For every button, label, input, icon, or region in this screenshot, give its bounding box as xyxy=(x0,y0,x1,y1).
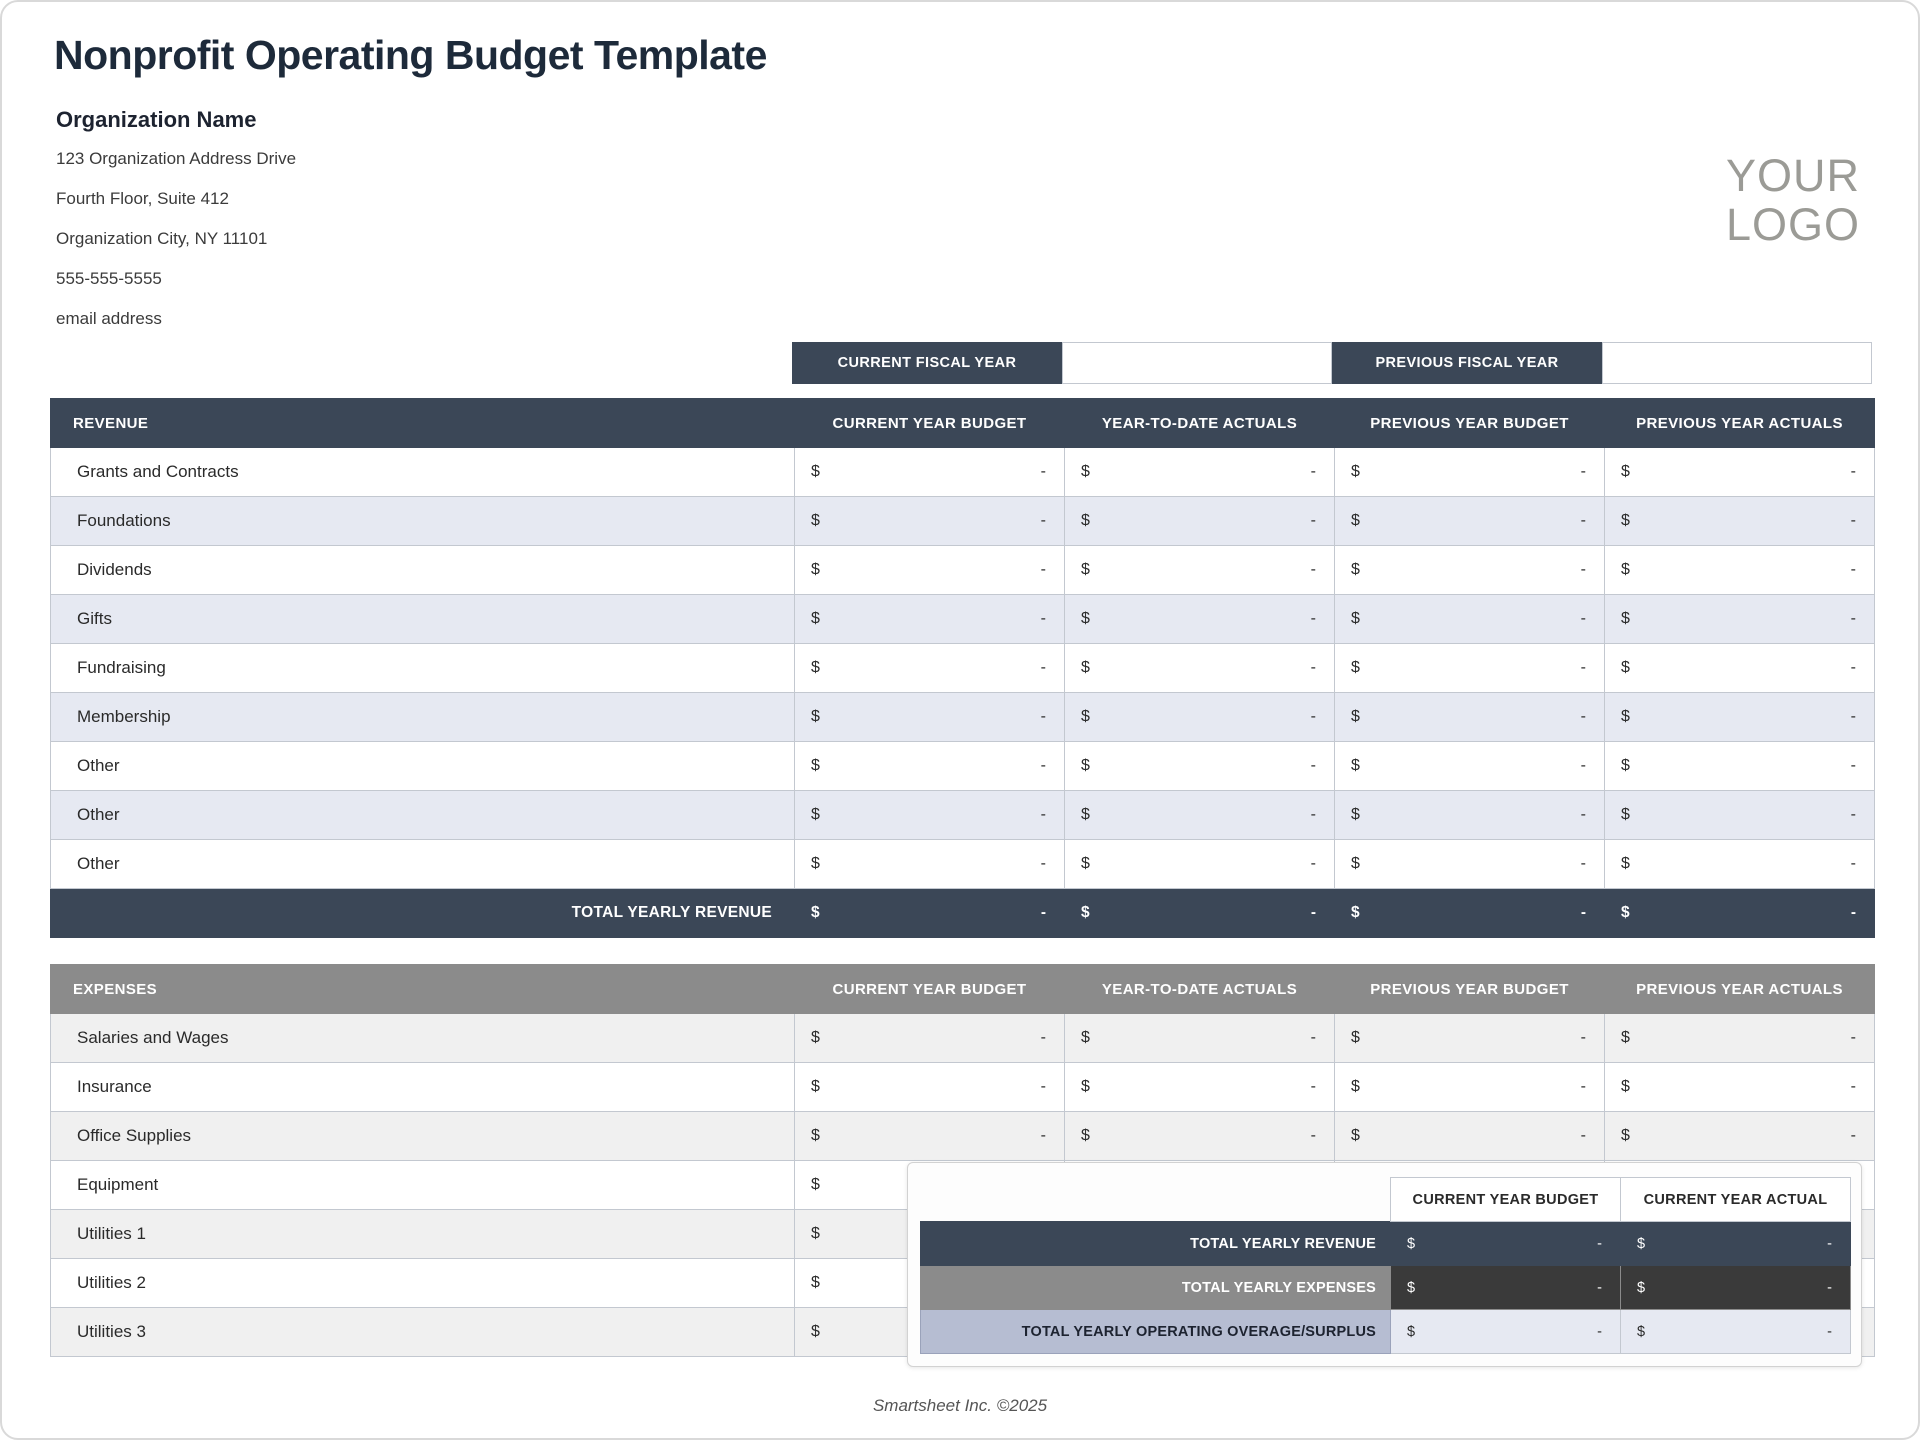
cell-value: - xyxy=(1827,1279,1832,1296)
cell-value: - xyxy=(1580,463,1586,480)
revenue-cell-current-budget[interactable] xyxy=(795,448,1065,497)
revenue-row-label[interactable]: Other xyxy=(51,840,795,889)
cell-value: - xyxy=(1580,1078,1586,1095)
cell-value: - xyxy=(1040,512,1046,529)
revenue-cell-ytd-actuals[interactable] xyxy=(1065,497,1335,546)
column-current-year-budget: CURRENT YEAR BUDGET xyxy=(795,965,1065,1014)
revenue-table xyxy=(50,398,1875,938)
cell-value: - xyxy=(1040,610,1046,627)
currency-symbol: $ xyxy=(811,1176,820,1193)
revenue-cell-current-budget[interactable] xyxy=(795,693,1065,742)
revenue-cell-prev-budget[interactable] xyxy=(1335,497,1605,546)
cell-value: - xyxy=(1597,1235,1602,1252)
revenue-cell-current-budget[interactable] xyxy=(795,742,1065,791)
cell-value: - xyxy=(1850,708,1856,725)
column-previous-year-actuals: PREVIOUS YEAR ACTUALS xyxy=(1605,399,1875,448)
currency-symbol: $ xyxy=(1351,904,1360,921)
currency-symbol: $ xyxy=(1621,463,1630,480)
summary-label-total-revenue: TOTAL YEARLY REVENUE xyxy=(921,1222,1391,1266)
revenue-cell-ytd-actuals[interactable] xyxy=(1065,791,1335,840)
organization-phone[interactable]: 555-555-5555 xyxy=(56,269,162,288)
revenue-row-label[interactable]: Fundraising xyxy=(51,644,795,693)
table-row xyxy=(51,448,1875,497)
cell-value: - xyxy=(1310,610,1316,627)
currency-symbol: $ xyxy=(1621,708,1630,725)
summary-total-revenue-actual xyxy=(1621,1222,1851,1266)
revenue-row-label[interactable]: Gifts xyxy=(51,595,795,644)
summary-table xyxy=(920,1177,1851,1354)
revenue-cell-prev-budget[interactable] xyxy=(1335,448,1605,497)
expense-cell-ytd-actuals[interactable] xyxy=(1065,1112,1335,1161)
currency-symbol: $ xyxy=(1351,806,1360,823)
currency-symbol: $ xyxy=(1621,512,1630,529)
revenue-cell-prev-actuals[interactable] xyxy=(1605,791,1875,840)
currency-symbol: $ xyxy=(1351,610,1360,627)
summary-total-expenses-actual xyxy=(1621,1266,1851,1310)
expense-cell-ytd-actuals[interactable] xyxy=(1065,1063,1335,1112)
organization-block xyxy=(56,107,1870,329)
cell-value: - xyxy=(1597,1323,1602,1340)
summary-label-total-expenses: TOTAL YEARLY EXPENSES xyxy=(921,1266,1391,1310)
revenue-header: REVENUE xyxy=(51,399,795,448)
currency-symbol: $ xyxy=(1081,904,1090,921)
currency-symbol: $ xyxy=(811,1078,820,1095)
cell-value: - xyxy=(1310,1127,1316,1144)
total-yearly-revenue-label: TOTAL YEARLY REVENUE xyxy=(51,889,795,938)
expense-cell-ytd-actuals[interactable] xyxy=(1065,1014,1335,1063)
cell-value: - xyxy=(1580,1029,1586,1046)
table-row xyxy=(51,791,1875,840)
table-row xyxy=(51,497,1875,546)
currency-symbol: $ xyxy=(1351,561,1360,578)
cell-value: - xyxy=(1040,708,1046,725)
currency-symbol: $ xyxy=(811,757,820,774)
column-previous-year-actuals: PREVIOUS YEAR ACTUALS xyxy=(1605,965,1875,1014)
expense-cell-prev-actuals[interactable] xyxy=(1605,1063,1875,1112)
revenue-cell-prev-budget[interactable] xyxy=(1335,791,1605,840)
cell-value: - xyxy=(1850,1078,1856,1095)
expense-row-label[interactable]: Office Supplies xyxy=(51,1112,795,1161)
currency-symbol: $ xyxy=(811,1274,820,1291)
revenue-cell-prev-actuals[interactable] xyxy=(1605,497,1875,546)
total-revenue-current-budget xyxy=(795,889,1065,938)
cell-value: - xyxy=(1850,757,1856,774)
revenue-cell-prev-actuals[interactable] xyxy=(1605,546,1875,595)
revenue-cell-ytd-actuals[interactable] xyxy=(1065,595,1335,644)
currency-symbol: $ xyxy=(811,1127,820,1144)
cell-value: - xyxy=(1310,806,1316,823)
currency-symbol: $ xyxy=(1621,659,1630,676)
revenue-cell-prev-actuals[interactable] xyxy=(1605,742,1875,791)
summary-overage-surplus-actual xyxy=(1621,1310,1851,1354)
expenses-header-row xyxy=(51,965,1875,1014)
summary-row-overage-surplus xyxy=(921,1310,1851,1354)
cell-value: - xyxy=(1580,757,1586,774)
logo-placeholder xyxy=(1726,152,1860,249)
currency-symbol: $ xyxy=(811,855,820,872)
summary-blank-header xyxy=(921,1178,1391,1222)
currency-symbol: $ xyxy=(1351,708,1360,725)
currency-symbol: $ xyxy=(811,708,820,725)
fiscal-year-strip xyxy=(792,342,1872,384)
currency-symbol: $ xyxy=(1081,757,1090,774)
revenue-cell-current-budget[interactable] xyxy=(795,595,1065,644)
revenue-cell-current-budget[interactable] xyxy=(795,791,1065,840)
cell-value: - xyxy=(1580,659,1586,676)
table-row xyxy=(51,1014,1875,1063)
expense-row-label[interactable]: Utilities 1 xyxy=(51,1210,795,1259)
currency-symbol: $ xyxy=(1621,1127,1630,1144)
cell-value: - xyxy=(1040,904,1046,921)
currency-symbol: $ xyxy=(1351,757,1360,774)
total-revenue-ytd-actuals xyxy=(1065,889,1335,938)
cell-value: - xyxy=(1310,512,1316,529)
expense-row-label[interactable]: Insurance xyxy=(51,1063,795,1112)
table-row xyxy=(51,693,1875,742)
cell-value: - xyxy=(1827,1323,1832,1340)
revenue-cell-ytd-actuals[interactable] xyxy=(1065,742,1335,791)
total-yearly-revenue-row xyxy=(51,889,1875,938)
currency-symbol: $ xyxy=(1081,512,1090,529)
currency-symbol: $ xyxy=(1637,1235,1646,1252)
cell-value: - xyxy=(1580,512,1586,529)
currency-symbol: $ xyxy=(1081,463,1090,480)
cell-value: - xyxy=(1850,1127,1856,1144)
summary-overage-surplus-budget xyxy=(1391,1310,1621,1354)
revenue-row-label[interactable]: Foundations xyxy=(51,497,795,546)
cell-value: - xyxy=(1580,1127,1586,1144)
cell-value: - xyxy=(1310,708,1316,725)
cell-value: - xyxy=(1310,904,1316,921)
revenue-cell-prev-budget[interactable] xyxy=(1335,742,1605,791)
cell-value: - xyxy=(1310,463,1316,480)
cell-value: - xyxy=(1310,757,1316,774)
revenue-cell-ytd-actuals[interactable] xyxy=(1065,644,1335,693)
organization-address-line1[interactable]: 123 Organization Address Drive xyxy=(56,149,297,168)
revenue-cell-current-budget[interactable] xyxy=(795,497,1065,546)
cell-value: - xyxy=(1580,610,1586,627)
expense-row-label[interactable]: Salaries and Wages xyxy=(51,1014,795,1063)
currency-symbol: $ xyxy=(811,806,820,823)
summary-header-row xyxy=(921,1178,1851,1222)
revenue-row-label[interactable]: Other xyxy=(51,742,795,791)
currency-symbol: $ xyxy=(1081,659,1090,676)
revenue-cell-prev-budget[interactable] xyxy=(1335,840,1605,889)
currency-symbol: $ xyxy=(1621,1029,1630,1046)
currency-symbol: $ xyxy=(811,512,820,529)
expenses-header: EXPENSES xyxy=(51,965,795,1014)
currency-symbol: $ xyxy=(1621,757,1630,774)
summary-panel xyxy=(907,1162,1862,1367)
currency-symbol: $ xyxy=(1351,659,1360,676)
current-fiscal-year-input[interactable] xyxy=(1062,342,1332,384)
total-revenue-prev-actuals xyxy=(1605,889,1875,938)
table-row xyxy=(51,595,1875,644)
currency-symbol: $ xyxy=(1081,561,1090,578)
cell-value: - xyxy=(1580,904,1586,921)
column-previous-year-budget: PREVIOUS YEAR BUDGET xyxy=(1335,399,1605,448)
currency-symbol: $ xyxy=(1621,806,1630,823)
revenue-cell-prev-budget[interactable] xyxy=(1335,693,1605,742)
table-row xyxy=(51,742,1875,791)
cell-value: - xyxy=(1310,1029,1316,1046)
summary-total-revenue-budget xyxy=(1391,1222,1621,1266)
revenue-header-row xyxy=(51,399,1875,448)
total-revenue-prev-budget xyxy=(1335,889,1605,938)
cell-value: - xyxy=(1580,806,1586,823)
revenue-cell-current-budget[interactable] xyxy=(795,840,1065,889)
currency-symbol: $ xyxy=(1407,1279,1416,1296)
table-row xyxy=(51,644,1875,693)
cell-value: - xyxy=(1310,561,1316,578)
currency-symbol: $ xyxy=(1637,1323,1646,1340)
cell-value: - xyxy=(1310,659,1316,676)
currency-symbol: $ xyxy=(1081,1029,1090,1046)
currency-symbol: $ xyxy=(1621,904,1630,921)
revenue-row-label[interactable]: Other xyxy=(51,791,795,840)
table-row xyxy=(51,1063,1875,1112)
cell-value: - xyxy=(1040,463,1046,480)
currency-symbol: $ xyxy=(1407,1323,1416,1340)
cell-value: - xyxy=(1850,806,1856,823)
cell-value: - xyxy=(1850,1029,1856,1046)
currency-symbol: $ xyxy=(811,1029,820,1046)
currency-symbol: $ xyxy=(1621,561,1630,578)
column-ytd-actuals: YEAR-TO-DATE ACTUALS xyxy=(1065,965,1335,1014)
page-title: Nonprofit Operating Budget Template xyxy=(54,32,767,78)
cell-value: - xyxy=(1850,512,1856,529)
expense-cell-prev-actuals[interactable] xyxy=(1605,1112,1875,1161)
cell-value: - xyxy=(1040,806,1046,823)
expense-row-label[interactable]: Equipment xyxy=(51,1161,795,1210)
currency-symbol: $ xyxy=(1407,1235,1416,1252)
revenue-cell-prev-budget[interactable] xyxy=(1335,644,1605,693)
revenue-cell-ytd-actuals[interactable] xyxy=(1065,840,1335,889)
section-divider xyxy=(50,938,1875,964)
summary-label-overage-surplus: TOTAL YEARLY OPERATING OVERAGE/SURPLUS xyxy=(921,1310,1391,1354)
revenue-cell-prev-budget[interactable] xyxy=(1335,546,1605,595)
expense-cell-prev-budget[interactable] xyxy=(1335,1112,1605,1161)
summary-row-total-expenses xyxy=(921,1266,1851,1310)
cell-value: - xyxy=(1040,1078,1046,1095)
currency-symbol: $ xyxy=(1081,1127,1090,1144)
revenue-cell-prev-actuals[interactable] xyxy=(1605,840,1875,889)
revenue-cell-prev-actuals[interactable] xyxy=(1605,693,1875,742)
currency-symbol: $ xyxy=(1621,610,1630,627)
cell-value: - xyxy=(1597,1279,1602,1296)
expense-cell-prev-budget[interactable] xyxy=(1335,1014,1605,1063)
cell-value: - xyxy=(1040,1029,1046,1046)
previous-fiscal-year-label: PREVIOUS FISCAL YEAR xyxy=(1332,342,1602,384)
table-row xyxy=(51,1112,1875,1161)
revenue-cell-prev-actuals[interactable] xyxy=(1605,595,1875,644)
currency-symbol: $ xyxy=(1351,1078,1360,1095)
cell-value: - xyxy=(1827,1235,1832,1252)
revenue-cell-prev-actuals[interactable] xyxy=(1605,448,1875,497)
cell-value: - xyxy=(1850,561,1856,578)
currency-symbol: $ xyxy=(1081,855,1090,872)
logo-line1: YOUR xyxy=(1725,150,1860,201)
cell-value: - xyxy=(1850,610,1856,627)
column-previous-year-budget: PREVIOUS YEAR BUDGET xyxy=(1335,965,1605,1014)
cell-value: - xyxy=(1040,561,1046,578)
cell-value: - xyxy=(1310,855,1316,872)
column-ytd-actuals: YEAR-TO-DATE ACTUALS xyxy=(1065,399,1335,448)
footer-text: Smartsheet Inc. ©2025 xyxy=(872,1396,1048,1415)
currency-symbol: $ xyxy=(1081,708,1090,725)
revenue-cell-prev-budget[interactable] xyxy=(1335,595,1605,644)
currency-symbol: $ xyxy=(1351,1029,1360,1046)
currency-symbol: $ xyxy=(1637,1279,1646,1296)
expense-cell-current-budget[interactable] xyxy=(795,1112,1065,1161)
expense-row-label[interactable]: Utilities 3 xyxy=(51,1308,795,1357)
currency-symbol: $ xyxy=(1351,512,1360,529)
table-row xyxy=(51,546,1875,595)
currency-symbol: $ xyxy=(811,1323,820,1340)
revenue-cell-current-budget[interactable] xyxy=(795,644,1065,693)
revenue-row-label[interactable]: Grants and Contracts xyxy=(51,448,795,497)
expense-row-label[interactable]: Utilities 2 xyxy=(51,1259,795,1308)
summary-total-expenses-budget xyxy=(1391,1266,1621,1310)
column-current-year-budget: CURRENT YEAR BUDGET xyxy=(795,399,1065,448)
currency-symbol: $ xyxy=(1351,463,1360,480)
currency-symbol: $ xyxy=(1621,1078,1630,1095)
organization-address-line3[interactable]: Organization City, NY 11101 xyxy=(56,229,268,248)
currency-symbol: $ xyxy=(1351,855,1360,872)
expense-cell-prev-budget[interactable] xyxy=(1335,1063,1605,1112)
currency-symbol: $ xyxy=(1621,855,1630,872)
currency-symbol: $ xyxy=(811,904,820,921)
cell-value: - xyxy=(1580,708,1586,725)
revenue-cell-ytd-actuals[interactable] xyxy=(1065,448,1335,497)
currency-symbol: $ xyxy=(811,1225,820,1242)
expense-cell-prev-actuals[interactable] xyxy=(1605,1014,1875,1063)
expense-cell-current-budget[interactable] xyxy=(795,1063,1065,1112)
currency-symbol: $ xyxy=(1081,1078,1090,1095)
currency-symbol: $ xyxy=(811,561,820,578)
revenue-row-label[interactable]: Dividends xyxy=(51,546,795,595)
cell-value: - xyxy=(1850,659,1856,676)
cell-value: - xyxy=(1580,561,1586,578)
summary-row-total-revenue xyxy=(921,1222,1851,1266)
cell-value: - xyxy=(1580,855,1586,872)
cell-value: - xyxy=(1040,855,1046,872)
cell-value: - xyxy=(1850,855,1856,872)
currency-symbol: $ xyxy=(811,610,820,627)
currency-symbol: $ xyxy=(1081,806,1090,823)
summary-column-current-year-budget: CURRENT YEAR BUDGET xyxy=(1391,1178,1621,1222)
currency-symbol: $ xyxy=(811,659,820,676)
revenue-cell-prev-actuals[interactable] xyxy=(1605,644,1875,693)
organization-email[interactable]: email address xyxy=(56,309,162,328)
cell-value: - xyxy=(1850,463,1856,480)
revenue-cell-ytd-actuals[interactable] xyxy=(1065,693,1335,742)
cell-value: - xyxy=(1310,1078,1316,1095)
expense-cell-current-budget[interactable] xyxy=(795,1014,1065,1063)
cell-value: - xyxy=(1040,659,1046,676)
organization-name[interactable]: Organization Name xyxy=(56,107,257,132)
logo-line2: LOGO xyxy=(1725,198,1860,250)
revenue-cell-ytd-actuals[interactable] xyxy=(1065,546,1335,595)
currency-symbol: $ xyxy=(811,463,820,480)
currency-symbol: $ xyxy=(1081,610,1090,627)
currency-symbol: $ xyxy=(1351,1127,1360,1144)
cell-value: - xyxy=(1040,757,1046,774)
summary-column-current-year-actual: CURRENT YEAR ACTUAL xyxy=(1621,1178,1851,1222)
cell-value: - xyxy=(1850,904,1856,921)
table-row xyxy=(51,840,1875,889)
revenue-row-label[interactable]: Membership xyxy=(51,693,795,742)
cell-value: - xyxy=(1040,1127,1046,1144)
revenue-cell-current-budget[interactable] xyxy=(795,546,1065,595)
organization-address-line2[interactable]: Fourth Floor, Suite 412 xyxy=(56,189,229,208)
current-fiscal-year-label: CURRENT FISCAL YEAR xyxy=(792,342,1062,384)
previous-fiscal-year-input[interactable] xyxy=(1602,342,1872,384)
